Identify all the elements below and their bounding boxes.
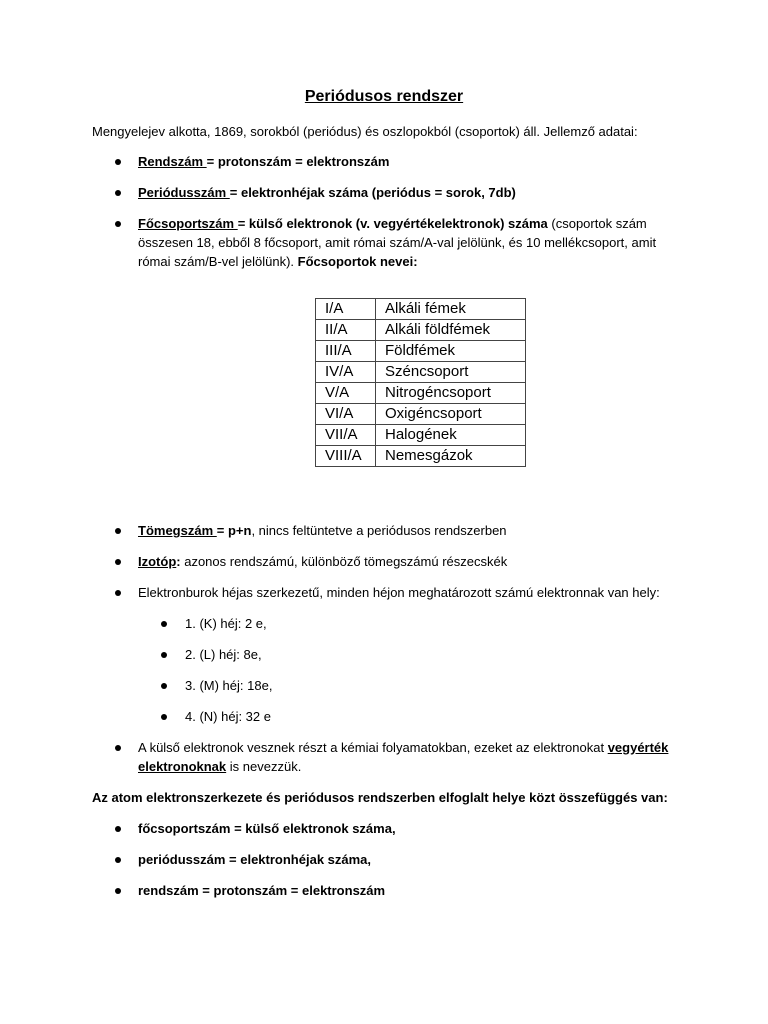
table-row [316, 299, 526, 320]
list-item-elektronburok: Elektronburok héjas szerkezetű, minden héjon meghatározott számú elektronnak van hely: [138, 585, 660, 600]
bullet-dot [115, 590, 121, 596]
table-row [316, 383, 526, 404]
explanation-text: , nincs feltüntetve a periódusos rendszerben [251, 523, 507, 538]
definition-text: azonos rendszámú, különböző tömegszámú részecskék [180, 554, 508, 569]
bullet-dot [115, 559, 121, 565]
bullet-dot [161, 683, 167, 689]
list-item-focsoportszam [138, 214, 678, 271]
table-row [316, 341, 526, 362]
group-numeral-cell: I/A [316, 299, 376, 320]
group-name-cell: Nemesgázok [376, 446, 526, 467]
table-row [316, 446, 526, 467]
group-name-cell: Alkáli földfémek [376, 320, 526, 341]
group-numeral-cell: VII/A [316, 425, 376, 446]
group-name-cell: Halogének [376, 425, 526, 446]
shell-item: 2. (L) héj: 8e, [185, 647, 262, 662]
term-periodusszam: Periódusszám [138, 185, 230, 200]
term-elektronoknak: elektronoknak [138, 759, 227, 774]
group-name-cell: Oxigéncsoport [376, 404, 526, 425]
bullet-dot [115, 826, 121, 832]
group-numeral-cell: V/A [316, 383, 376, 404]
bullet-dot [161, 652, 167, 658]
shell-item: 4. (N) héj: 32 e [185, 709, 271, 724]
bullet-dot [115, 745, 121, 751]
term-tomegszam: Tömegszám [138, 523, 217, 538]
bullet-dot [115, 857, 121, 863]
table-row [316, 404, 526, 425]
list-item-izotop [138, 552, 678, 571]
bullet-dot [161, 714, 167, 720]
summary-item: főcsoportszám = külső elektronok száma, [138, 821, 396, 836]
explanation-text: (csoportok szám összesen 18, ebből 8 főcsoport, amit római szám/A-val jelölünk, és 10 mellékcsoport, amit római szám/B-vel jelölünk). [138, 216, 657, 269]
term-colon: : [176, 554, 181, 569]
group-numeral-cell: III/A [316, 341, 376, 362]
group-name-cell: Földfémek [376, 341, 526, 362]
summary-heading: Az atom elektronszerkezete és periódusos rendszerben elfoglalt helye közt összefüggés van: [92, 790, 668, 805]
term-izotop: Izotóp [138, 554, 177, 569]
shell-item: 3. (M) héj: 18e, [185, 678, 273, 693]
definition-text: = elektronhéjak száma (periódus = sorok, 7db) [229, 185, 516, 200]
term-rendszam: Rendszám [138, 154, 207, 169]
valence-text-before: A külső elektronok vesznek részt a kémiai folyamatokban, ezeket az elektronokat [138, 740, 608, 755]
summary-item: rendszám = protonszám = elektronszám [138, 883, 386, 898]
group-numeral-cell: II/A [316, 320, 376, 341]
bullet-dot [115, 159, 121, 165]
list-item-periodusszam [138, 183, 678, 202]
group-numeral-cell: IV/A [316, 362, 376, 383]
bullet-dot [161, 621, 167, 627]
list-item-tomegszam [138, 521, 678, 540]
group-name-cell: Nitrogéncsoport [376, 383, 526, 404]
group-numeral-cell: VIII/A [316, 446, 376, 467]
table-row [316, 320, 526, 341]
bullet-dot [115, 528, 121, 534]
group-name-cell: Alkáli fémek [376, 299, 526, 320]
list-item-valence [138, 738, 678, 776]
table-row [316, 362, 526, 383]
bullet-dot [115, 888, 121, 894]
term-focsoportszam: Főcsoportszám [138, 216, 238, 231]
definition-text: = külső elektronok (v. vegyértékelektronok) száma [237, 216, 548, 231]
list-item-rendszam [138, 152, 678, 171]
page-title: Periódusos rendszer [304, 88, 464, 105]
main-groups-table [315, 298, 526, 467]
intro-paragraph: Mengyelejev alkotta, 1869, sorokból (periódus) és oszlopokból (csoportok) áll. Jellemző adatai: [92, 124, 638, 139]
definition-text: = protonszám = elektronszám [206, 154, 390, 169]
definition-text: = p+n [216, 523, 252, 538]
table-row [316, 425, 526, 446]
valence-text-after: is nevezzük. [226, 759, 302, 774]
group-numeral-cell: VI/A [316, 404, 376, 425]
shell-item: 1. (K) héj: 2 e, [185, 616, 267, 631]
term-vegyertek: vegyérték [607, 740, 669, 755]
group-name-cell: Széncsoport [376, 362, 526, 383]
group-names-label: Főcsoportok nevei: [297, 254, 418, 269]
bullet-dot [115, 221, 121, 227]
summary-item: periódusszám = elektronhéjak száma, [138, 852, 372, 867]
bullet-dot [115, 190, 121, 196]
